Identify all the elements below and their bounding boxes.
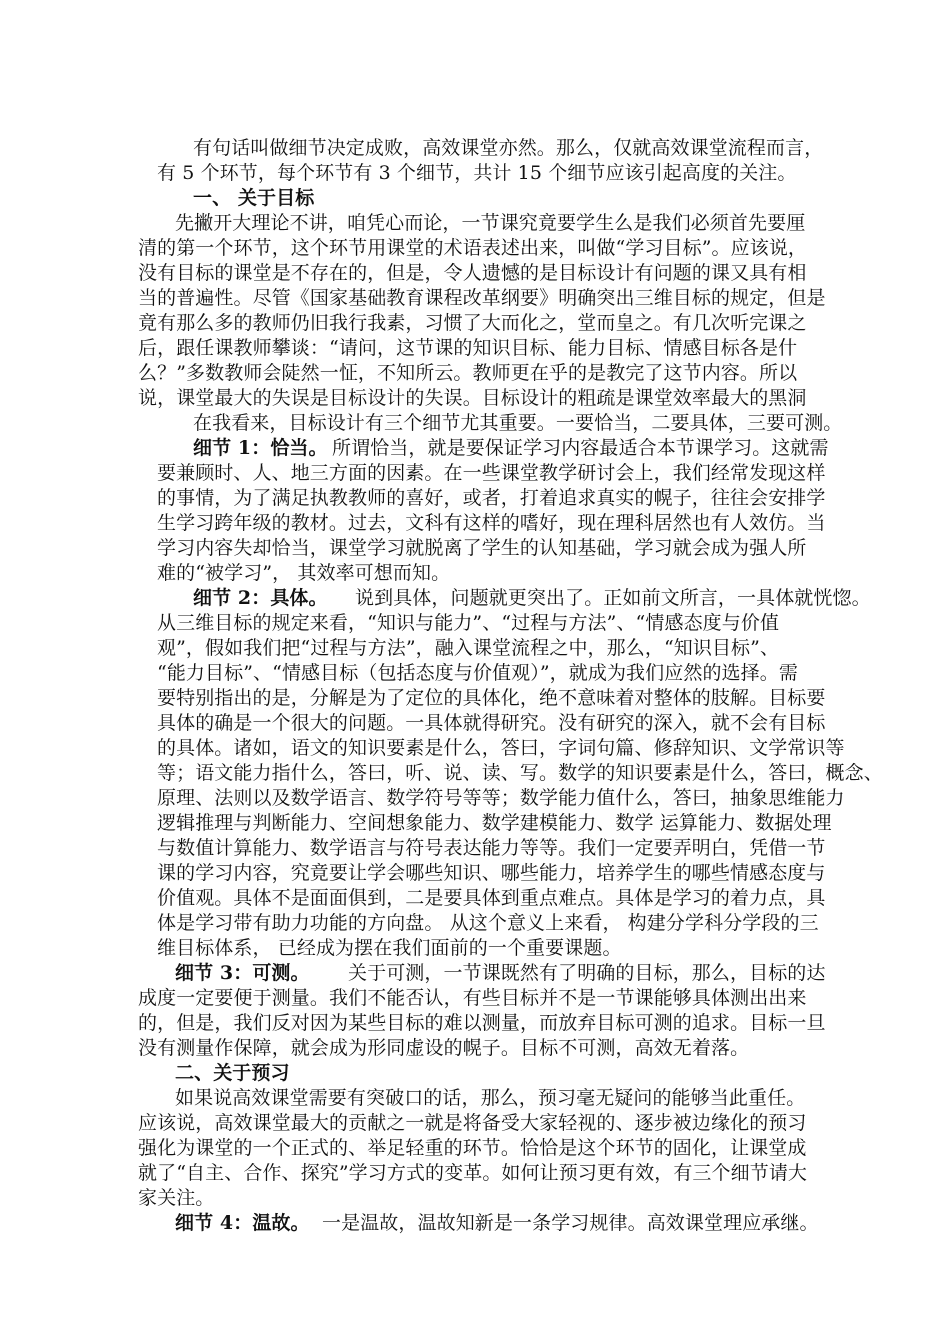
text-line: 说到具体，问题就更突出了。正如前文所言，一具体就恍惚。 <box>355 587 871 609</box>
text-line: 维目标体系， 已经成为摆在我们面前的一个重要课题。 <box>157 937 622 959</box>
text-line: 强化为课堂的一个正式的、举足轻重的环节。恰恰是这个环节的固化，让课堂成 <box>138 1137 807 1159</box>
text-line: 课的学习内容，究竟要让学会哪些知识、哪些能力，培养学生的哪些情感态度与 <box>157 862 826 884</box>
text-line: 要兼顾时、人、地三方面的因素。在一些课堂教学研讨会上，我们经常发现这样 <box>157 462 826 484</box>
text-line: 要特别指出的是，分解是为了定位的具体化，绝不意味着对整体的肢解。目标要 <box>157 687 826 709</box>
section-heading: 二、关于预习 <box>175 1062 290 1084</box>
text-line: 应该说，高效课堂最大的贡献之一就是将备受大家轻视的、逐步被边缘化的预习 <box>138 1112 807 1134</box>
detail-heading: 细节 2：具体。 <box>193 587 328 609</box>
text-line: 一是温故，温故知新是一条学习规律。高效课堂理应承继。 <box>322 1212 819 1234</box>
text-line: 学习内容失却恰当，课堂学习就脱离了学生的认知基础，学习就会成为强人所 <box>157 537 807 559</box>
text-line: 体是学习带有助力功能的方向盘。 从这个意义上来看， 构建分学科分学段的三 <box>157 912 819 934</box>
text-line: “能力目标”、“情感目标（包括态度与价值观）”，就成为我们应然的选择。需 <box>157 662 798 684</box>
text-line: 在我看来，目标设计有三个细节尤其重要。一要恰当，二要具体，三要可测。 <box>193 412 843 434</box>
text-line: 如果说高效课堂需要有突破口的话，那么，预习毫无疑问的能够当此重任。 <box>175 1087 806 1109</box>
text-line: 竟有那么多的教师仍旧我行我素，习惯了大而化之，堂而皇之。有几次听完课之 <box>138 312 807 334</box>
section-heading: 一、 关于目标 <box>193 187 315 209</box>
text-line: 先撇开大理论不讲，咱凭心而论，一节课究竟要学生么是我们必须首先要厘 <box>175 212 806 234</box>
text-line: 生学习跨年级的教材。过去，文科有这样的嗜好，现在理科居然也有人效仿。当 <box>157 512 826 534</box>
text-line: 与数值计算能力、数学语言与符号表达能力等等。我们一定要弄明白，凭借一节 <box>157 837 826 859</box>
text-line: 所谓恰当，就是要保证学习内容最适合本节课学习。这就需 <box>332 437 829 459</box>
text-line: 当的普遍性。尽管《国家基础教育课程改革纲要》明确突出三维目标的规定，但是 <box>138 287 826 309</box>
text-line: 的具体。诸如，语文的知识要素是什么，答曰，字词句篇、修辞知识、文学常识等 <box>157 737 845 759</box>
text-line: 说，课堂最大的失误是目标设计的失误。目标设计的粗疏是课堂效率最大的黑洞 <box>138 387 807 409</box>
text-line: 的，但是，我们反对因为某些目标的难以测量，而放弃目标可测的追求。目标一旦 <box>138 1012 826 1034</box>
text-line: 有 5 个环节，每个环节有 3 个细节，共计 15 个细节应该引起高度的关注。 <box>157 162 797 184</box>
text-line: 就了“自主、合作、探究”学习方式的变革。如何让预习更有效，有三个细节请大 <box>138 1162 808 1184</box>
detail-heading: 细节 4：温故。 <box>175 1212 310 1234</box>
text-line: 原理、法则以及数学语言、数学符号等等；数学能力值什么，答曰，抽象思维能力 <box>157 787 845 809</box>
text-line: 观”，假如我们把“过程与方法”，融入课堂流程之中，那么，“知识目标”、 <box>157 637 780 659</box>
detail-heading: 细节 1：恰当。 <box>193 437 328 459</box>
text-line: 难的“被学习”， 其效率可想而知。 <box>157 562 451 584</box>
text-line: 价值观。具体不是面面俱到，二是要具体到重点难点。具体是学习的着力点，具 <box>157 887 826 909</box>
text-line: 后，跟任课教师攀谈：“请问，这节课的知识目标、能力目标、情感目标各是什 <box>138 337 798 359</box>
text-line: 成度一定要便于测量。我们不能否认，有些目标并不是一节课能够具体测出出来 <box>138 987 807 1009</box>
text-line: 清的第一个环节，这个环节用课堂的术语表述出来，叫做“学习目标”。应该说， <box>138 237 808 259</box>
text-line: 么？”多数教师会陡然一怔，不知所云。教师更在乎的是教完了这节内容。所以 <box>138 362 798 384</box>
text-line: 从三维目标的规定来看，“知识与能力”、“过程与方法”、“情感态度与价值 <box>157 612 780 634</box>
text-line: 没有目标的课堂是不存在的，但是，令人遗憾的是目标设计有问题的课又具有相 <box>138 262 807 284</box>
text-line: 家关注。 <box>138 1187 215 1209</box>
detail-heading: 细节 3：可测。 <box>175 962 310 984</box>
text-line: 等；语文能力指什么，答曰，听、说、读、写。数学的知识要素是什么，答曰，概念、 <box>157 762 883 784</box>
text-line: 关于可测，一节课既然有了明确的目标，那么，目标的达 <box>348 962 826 984</box>
text-line: 逻辑推理与判断能力、空间想象能力、数学建模能力、数学 运算能力、数据处理 <box>157 812 832 834</box>
text-line: 具体的确是一个很大的问题。一具体就得研究。没有研究的深入，就不会有目标 <box>157 712 826 734</box>
text-line: 的事情，为了满足执教教师的喜好，或者，打着追求真实的幌子，往往会安排学 <box>157 487 826 509</box>
text-line: 有句话叫做细节决定成败，高效课堂亦然。那么，仅就高效课堂流程而言， <box>193 137 824 159</box>
text-line: 没有测量作保障，就会成为形同虚设的幌子。目标不可测，高效无着落。 <box>138 1037 750 1059</box>
